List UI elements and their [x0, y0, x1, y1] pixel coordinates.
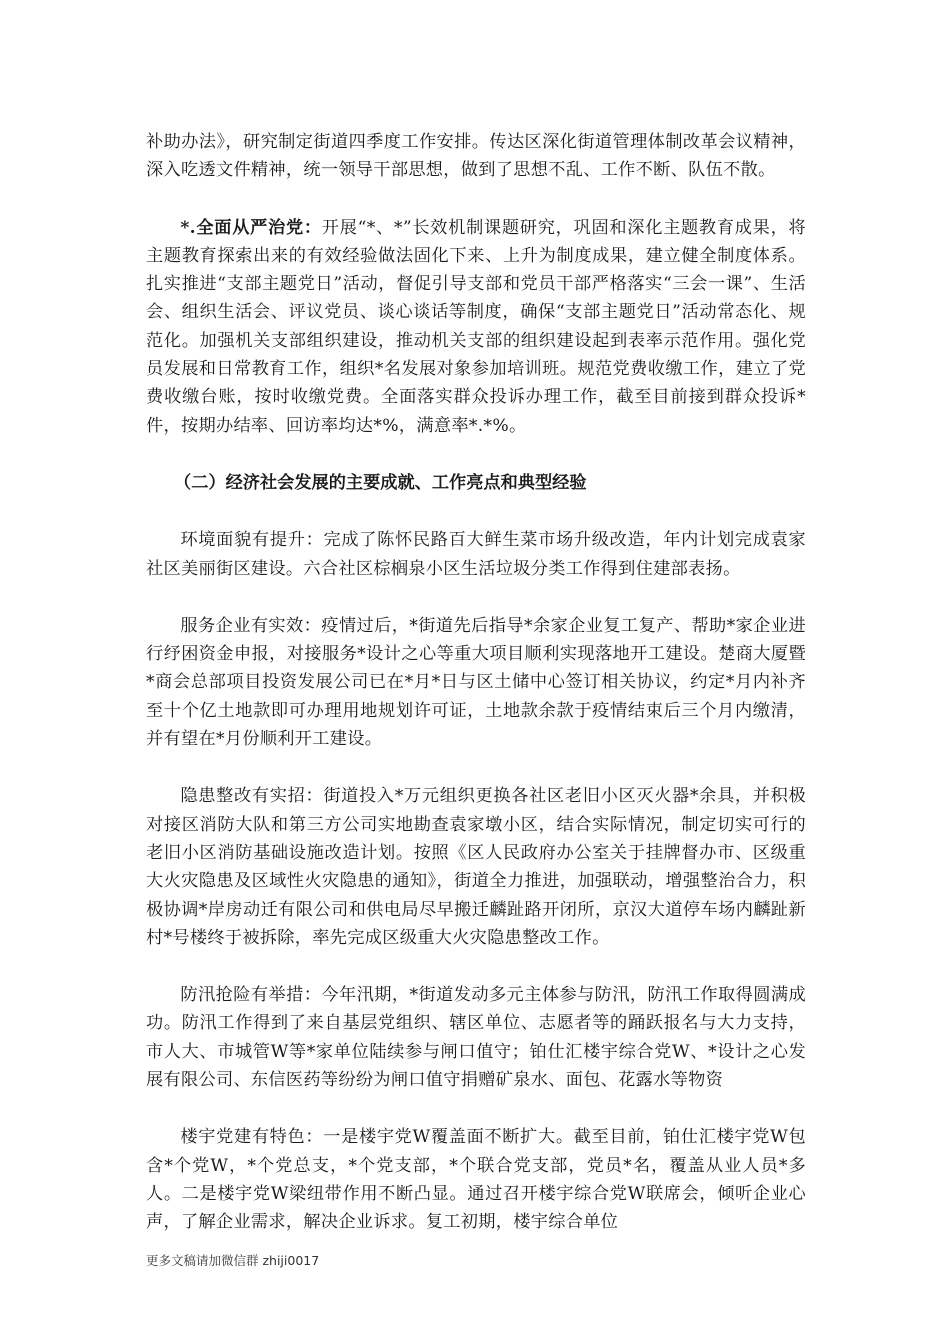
paragraph-gap [146, 1094, 806, 1123]
document-body [146, 128, 806, 1237]
paragraph-gap [146, 497, 806, 526]
paragraph-lead-title: *.全面从严治党： [180, 217, 322, 238]
paragraph-continuation: 补助办法》，研究制定街道四季度工作安排。传达区深化街道管理体制改革会议精神，深入吃透文件精神，统一领导干部思想，做到了思想不乱、工作不断、队伍不散。 [146, 132, 806, 181]
paragraph-party-governance [146, 214, 806, 440]
paragraph-gap [146, 952, 806, 981]
paragraph-flood-control: 防汛抢险有举措：今年汛期，*街道发动多元主体参与防汛，防汛工作取得圆满成功。防汛工作得到了来自基层党组织、辖区单位、志愿者等的踊跃报名与大力支持，市人大、市城管W等*家单位陆续参与闸口值守；铂仕汇楼宇综合党W、*设计之心发展有限公司、东信医药等纷纷为闸口值守捐赠矿泉水、面包、花露水等物资 [146, 985, 806, 1091]
paragraph-gap [146, 753, 806, 782]
footer-note: 更多文稿请加微信群 zhiji0017 [146, 1253, 320, 1268]
paragraph-enterprise-service: 服务企业有实效：疫情过后，*街道先后指导*余家企业复工复产、帮助*家企业进行纾困资金申报，对接服务*设计之心等重大项目顺利实现落地开工建设。楚商大厦暨*商会总部项目投资发展公司已在*月*日与区土储中心签订相关协议，约定*月内补齐至十个亿土地款即可办理用地规划许可证，土地款余款于疫情结束后三个月内缴清，并有望在*月份顺利开工建设。 [146, 615, 806, 750]
paragraph-environment: 环境面貌有提升：完成了陈怀民路百大鲜生菜市场升级改造，年内计划完成袁家社区美丽街区建设。六合社区棕榈泉小区生活垃圾分类工作得到住建部表扬。 [146, 530, 806, 579]
paragraph-gap [146, 440, 806, 469]
paragraph-body: 开展“*、*”长效机制课题研究，巩固和深化主题教育成果，将主题教育探索出来的有效经验做法固化下来、上升为制度成果，建立健全制度体系。扎实推进“支部主题党日”活动，督促引导支部和党员干部严格落实“三会一课”、生活会、组织生活会、评议党员、谈心谈话等制度，确保“支部主题党日”活动常态化、规范化。加强机关支部组织建设，推动机关支部的组织建设起到表率示范作用。强化党员发展和日常教育工作，组织*名发展对象参加培训班。规范党费收缴工作，建立了党费收缴台账，按时收缴党费。全面落实群众投诉办理工作，截至目前接到群众投诉*件，按期办结率、回访率均达*%，满意率*.*%。 [146, 217, 806, 436]
paragraph-gap [146, 185, 806, 214]
paragraph-gap [146, 583, 806, 612]
paragraph-building-party: 楼宇党建有特色：一是楼宇党W覆盖面不断扩大。截至目前，铂仕汇楼宇党W包含*个党W，*个党总支，*个党支部，*个联合党支部，党员*名，覆盖从业人员*多人。二是楼宇党W梁纽带作用不断凸显。通过召开楼宇综合党W联席会，倾听企业心声，了解企业需求，解决企业诉求。复工初期，楼宇综合单位 [146, 1127, 806, 1233]
paragraph-hazard-rectification: 隐患整改有实招：街道投入*万元组织更换各社区老旧小区灭火器*余具，并积极对接区消防大队和第三方公司实地勘查袁家墩小区，结合实际情况，制定切实可行的老旧小区消防基础设施改造计划。按照《区人民政府办公室关于挂牌督办市、区级重大火灾隐患及区域性火灾隐患的通知》，街道全力推进，加强联动，增强整治合力，积极协调*岸房动迁有限公司和供电局尽早搬迁麟趾路开闭所，京汉大道停车场内麟趾新村*号楼终于被拆除，率先完成区级重大火灾隐患整改工作。 [146, 786, 806, 948]
section-heading: （二）经济社会发展的主要成就、工作亮点和典型经验 [174, 472, 587, 493]
